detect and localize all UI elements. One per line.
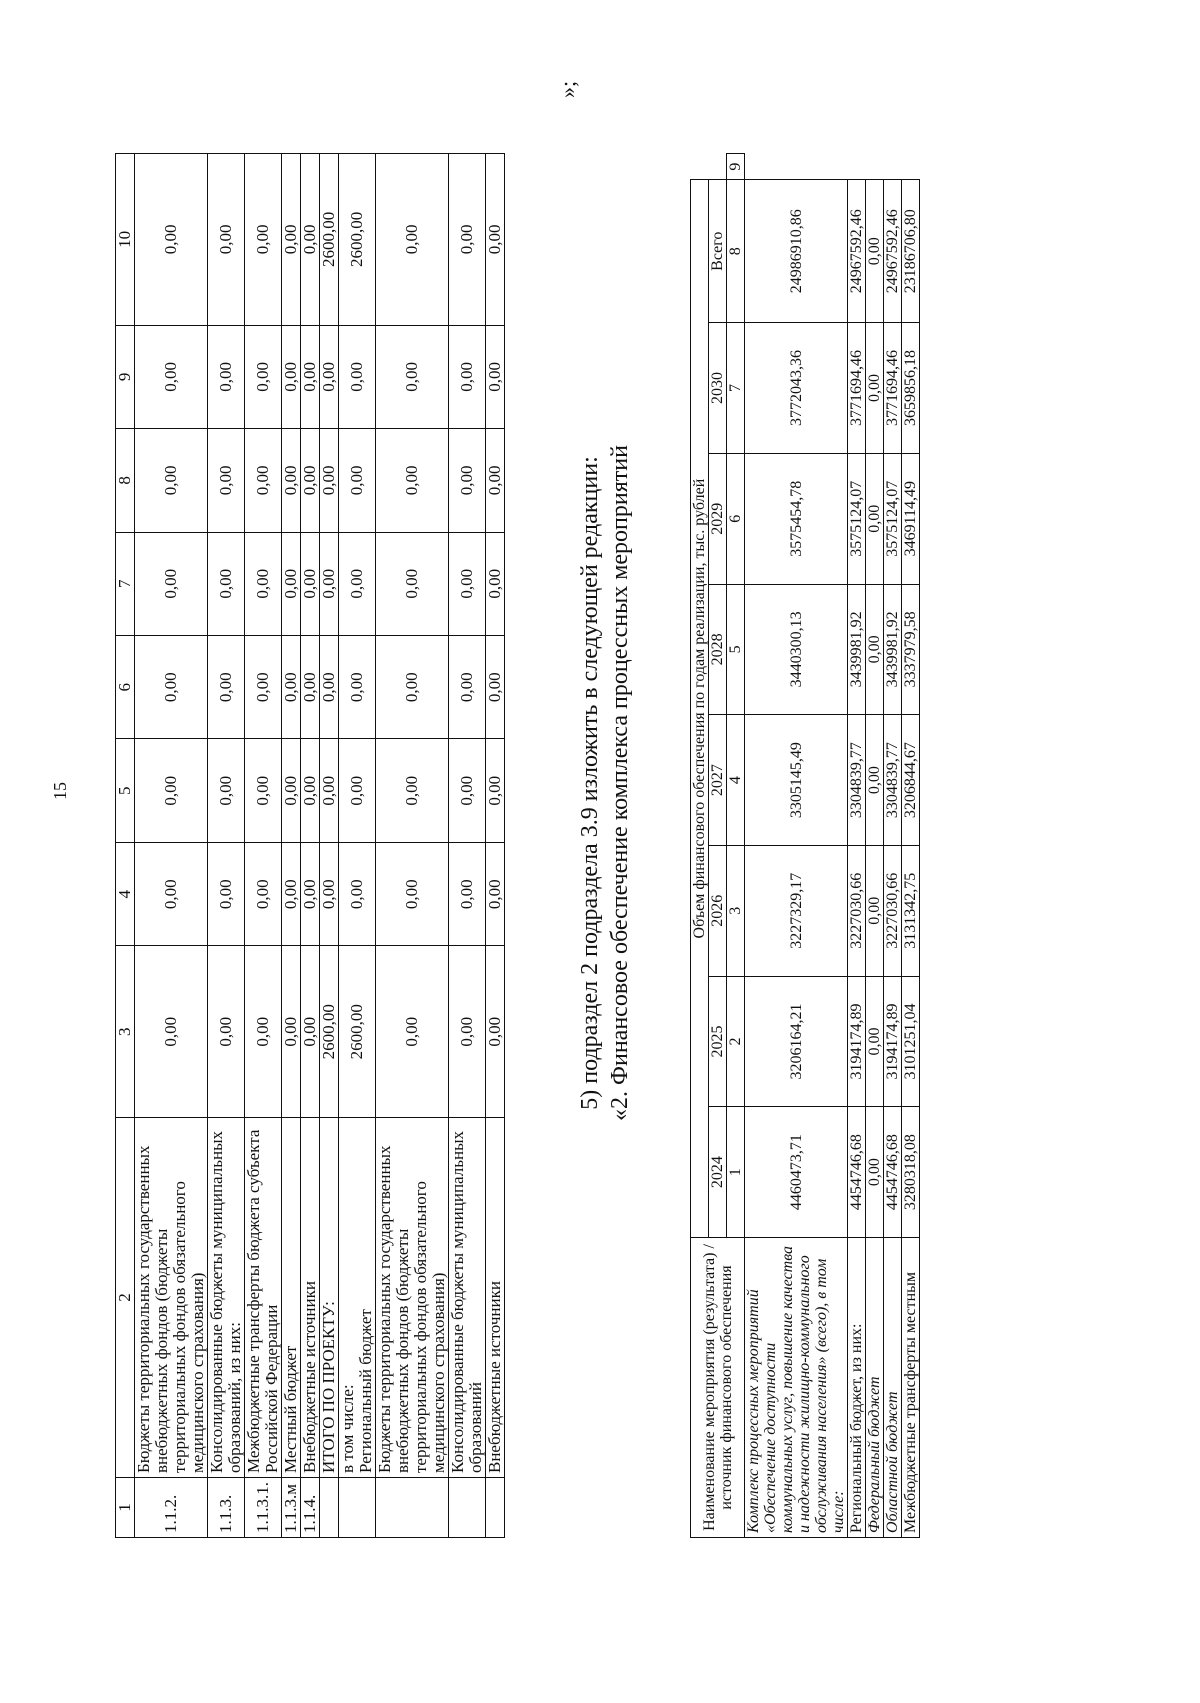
value-cell: 3101251,04 [902,976,920,1107]
value-cell: 3305145,49 [745,715,848,846]
value-cell: 0,00 [245,154,282,326]
value-cell: 3659856,18 [902,323,920,454]
col1-header: Наименование мероприятия (результата) / источник финансового обеспечения [691,1238,745,1538]
value-cell: 0,00 [135,946,208,1118]
value-cell: 0,00 [208,532,245,635]
year-header: 2024 [709,1107,727,1238]
table-row [245,154,282,1538]
value-cell: 4454746,68 [848,1107,866,1238]
column-number: 7 [116,532,135,635]
column-number: 1 [727,1107,745,1238]
value-cell: 0,00 [208,429,245,532]
column-number: 2 [727,976,745,1107]
value-cell: 3227329,17 [745,845,848,976]
year-header: 2025 [709,976,727,1107]
value-cell: 0,00 [486,636,505,739]
value-cell: 0,00 [866,584,884,715]
value-cell: 3227030,66 [884,845,902,976]
funding-table-process-complex [690,153,920,1538]
value-cell: 0,00 [866,715,884,846]
value-cell: 0,00 [282,842,301,945]
value-cell: 0,00 [135,739,208,842]
value-cell: 0,00 [301,739,320,842]
value-cell: 0,00 [135,429,208,532]
table-row [449,154,486,1538]
value-cell: 0,00 [339,739,376,842]
year-header: 2028 [709,584,727,715]
value-cell: 2600,00 [339,154,376,326]
table-row [135,154,208,1538]
year-header: 2027 [709,715,727,846]
page-number: 15 [50,782,70,800]
row-name: Бюджеты территориальных государственных внебюджетных фондов (бюджеты территориальных фондов обязательного медицинского страхования) [376,1118,449,1478]
value-cell: 0,00 [486,532,505,635]
value-cell: 0,00 [449,842,486,945]
year-header: Всего [709,180,727,323]
section-heading-line2: «2. Финансовое обеспечение комплекса процессных мероприятий [607,445,633,1121]
row-name: Внебюджетные источники [301,1118,320,1478]
row-name: Региональный бюджет, из них: [848,1238,866,1538]
row-name: Федеральный бюджет [866,1238,884,1538]
value-cell: 0,00 [282,532,301,635]
table-header-row [116,154,135,1538]
value-cell: 3439981,92 [884,584,902,715]
value-cell: 3304839,77 [884,715,902,846]
value-cell: 0,00 [449,636,486,739]
table-row [376,154,449,1538]
table-row [486,154,505,1538]
value-cell: 2600,00 [320,154,339,326]
value-cell: 3771694,46 [884,323,902,454]
year-header: 2026 [709,845,727,976]
row-code: 1.1.3. [208,1478,245,1538]
value-cell: 0,00 [449,532,486,635]
column-number: 7 [727,323,745,454]
value-cell: 0,00 [449,739,486,842]
value-cell: 3575454,78 [745,453,848,584]
value-cell: 0,00 [245,429,282,532]
section-heading-line1: 5) подраздел 2 подраздела 3.9 изложить в следующей редакции: [577,456,603,1110]
value-cell: 0,00 [339,532,376,635]
value-cell: 0,00 [866,453,884,584]
value-cell: 0,00 [245,532,282,635]
value-cell: 0,00 [245,946,282,1118]
row-name: Комплекс процессных мероприятий «Обеспечение доступности коммунальных услуг, повышение качества и надежности жилищно-коммунального обслуживания населения» (всего), в том числе: [745,1238,848,1538]
column-number: 5 [727,584,745,715]
value-cell: 3772043,36 [745,323,848,454]
value-cell: 4454746,68 [884,1107,902,1238]
value-cell: 0,00 [320,739,339,842]
value-cell: 0,00 [339,429,376,532]
column-number: 3 [727,845,745,976]
row-name: Местный бюджет [282,1118,301,1478]
value-cell: 0,00 [449,946,486,1118]
value-cell: 0,00 [208,842,245,945]
value-cell: 0,00 [866,976,884,1107]
funding-table-project [115,153,505,1538]
value-cell: 0,00 [866,845,884,976]
row-name: Межбюджетные трансферты бюджета субъекта Российской Федерации [245,1118,282,1478]
value-cell: 0,00 [449,154,486,326]
value-cell: 0,00 [135,154,208,326]
value-cell: 0,00 [486,154,505,326]
table-row [866,154,884,1538]
table-row [320,154,339,1538]
value-cell: 0,00 [320,636,339,739]
value-cell: 3575124,07 [884,453,902,584]
value-cell: 0,00 [135,325,208,428]
value-cell: 0,00 [320,325,339,428]
value-cell: 0,00 [208,154,245,326]
row-code [320,1478,339,1538]
value-cell: 0,00 [282,739,301,842]
value-cell: 3575124,07 [848,453,866,584]
value-cell: 4460473,71 [745,1107,848,1238]
year-header: 2029 [709,453,727,584]
value-cell: 0,00 [135,636,208,739]
value-cell: 0,00 [486,739,505,842]
column-number: 9 [727,154,745,180]
group-header: Объем финансового обеспечения по годам реализации, тыс. рублей [691,180,709,1238]
value-cell: 0,00 [282,325,301,428]
row-code: 1.1.3.м [282,1478,301,1538]
row-code: 1.1.3.1. [245,1478,282,1538]
value-cell: 0,00 [376,739,449,842]
column-number: 4 [116,842,135,945]
row-name: Консолидированные бюджеты муниципальных образований [449,1118,486,1478]
value-cell: 3194174,89 [884,976,902,1107]
column-number: 3 [116,946,135,1118]
value-cell: 0,00 [208,739,245,842]
row-code [449,1478,486,1538]
year-header: 2030 [709,323,727,454]
value-cell: 0,00 [376,946,449,1118]
value-cell: 0,00 [282,636,301,739]
value-cell: 0,00 [208,636,245,739]
value-cell: 0,00 [376,429,449,532]
value-cell: 3194174,89 [848,976,866,1107]
value-cell: 0,00 [135,842,208,945]
value-cell: 0,00 [208,325,245,428]
section-heading [575,333,635,1233]
value-cell: 3439981,92 [848,584,866,715]
value-cell: 3337979,58 [902,584,920,715]
value-cell: 0,00 [339,842,376,945]
value-cell: 0,00 [866,323,884,454]
value-cell: 0,00 [245,739,282,842]
column-number: 8 [116,429,135,532]
value-cell: 0,00 [320,429,339,532]
value-cell: 0,00 [339,325,376,428]
column-number: 6 [727,453,745,584]
row-name: Консолидированные бюджеты муниципальных образований, из них: [208,1118,245,1478]
value-cell: 24967592,46 [848,180,866,323]
value-cell: 0,00 [339,636,376,739]
row-code [339,1478,376,1538]
value-cell: 0,00 [376,532,449,635]
value-cell: 0,00 [486,429,505,532]
column-number: 1 [116,1478,135,1538]
value-cell: 24967592,46 [884,180,902,323]
row-name: Областной бюджет [884,1238,902,1538]
value-cell: 0,00 [320,532,339,635]
value-cell: 0,00 [301,636,320,739]
table-row [339,154,376,1538]
value-cell: 0,00 [376,325,449,428]
value-cell: 0,00 [301,842,320,945]
row-code: 1.1.4. [301,1478,320,1538]
value-cell: 0,00 [486,325,505,428]
column-number: 5 [116,739,135,842]
value-cell: 3771694,46 [848,323,866,454]
value-cell: 3206844,67 [902,715,920,846]
table-row [745,154,848,1538]
column-number: 4 [727,715,745,846]
row-name: в том числе: Региональный бюджет [339,1118,376,1478]
column-number: 9 [116,325,135,428]
table-row [208,154,245,1538]
table-row [884,154,902,1538]
value-cell: 2600,00 [339,946,376,1118]
table-row [902,154,920,1538]
row-code [486,1478,505,1538]
value-cell: 3206164,21 [745,976,848,1107]
value-cell: 0,00 [376,636,449,739]
value-cell: 0,00 [449,325,486,428]
value-cell: 0,00 [135,532,208,635]
value-cell: 3227030,66 [848,845,866,976]
table-row [301,154,320,1538]
value-cell: 0,00 [301,325,320,428]
value-cell: 0,00 [486,842,505,945]
value-cell: 0,00 [301,429,320,532]
value-cell: 0,00 [376,842,449,945]
value-cell: 0,00 [282,154,301,326]
value-cell: 3469114,49 [902,453,920,584]
row-name: Внебюджетные источники [486,1118,505,1478]
table-row [848,154,866,1538]
value-cell: 0,00 [245,636,282,739]
value-cell: 0,00 [449,429,486,532]
value-cell: 0,00 [301,154,320,326]
row-name: Бюджеты территориальных государственных внебюджетных фондов (бюджеты территориальных фондов обязательного медицинского страхования) [135,1118,208,1478]
value-cell: 3131342,75 [902,845,920,976]
value-cell: 3304839,77 [848,715,866,846]
row-name: ИТОГО ПО ПРОЕКТУ: [320,1118,339,1478]
row-code [376,1478,449,1538]
value-cell: 3280318,08 [902,1107,920,1238]
value-cell: 0,00 [301,946,320,1118]
value-cell: 0,00 [282,429,301,532]
column-number: 8 [727,180,745,323]
value-cell: 0,00 [245,325,282,428]
value-cell: 0,00 [866,180,884,323]
column-number: 10 [116,154,135,326]
value-cell: 24986910,86 [745,180,848,323]
value-cell: 2600,00 [320,946,339,1118]
row-name: Межбюджетные трансферты местным [902,1238,920,1538]
column-number: 6 [116,636,135,739]
value-cell: 0,00 [301,532,320,635]
value-cell: 0,00 [245,842,282,945]
value-cell: 3440300,13 [745,584,848,715]
value-cell: 0,00 [486,946,505,1118]
value-cell: 0,00 [282,946,301,1118]
value-cell: 0,00 [376,154,449,326]
column-number: 2 [116,1118,135,1478]
value-cell: 0,00 [866,1107,884,1238]
row-code: 1.1.2. [135,1478,208,1538]
table-row [282,154,301,1538]
value-cell: 23186706,80 [902,180,920,323]
closing-quote: »; [555,80,580,98]
value-cell: 0,00 [208,946,245,1118]
value-cell: 0,00 [320,842,339,945]
